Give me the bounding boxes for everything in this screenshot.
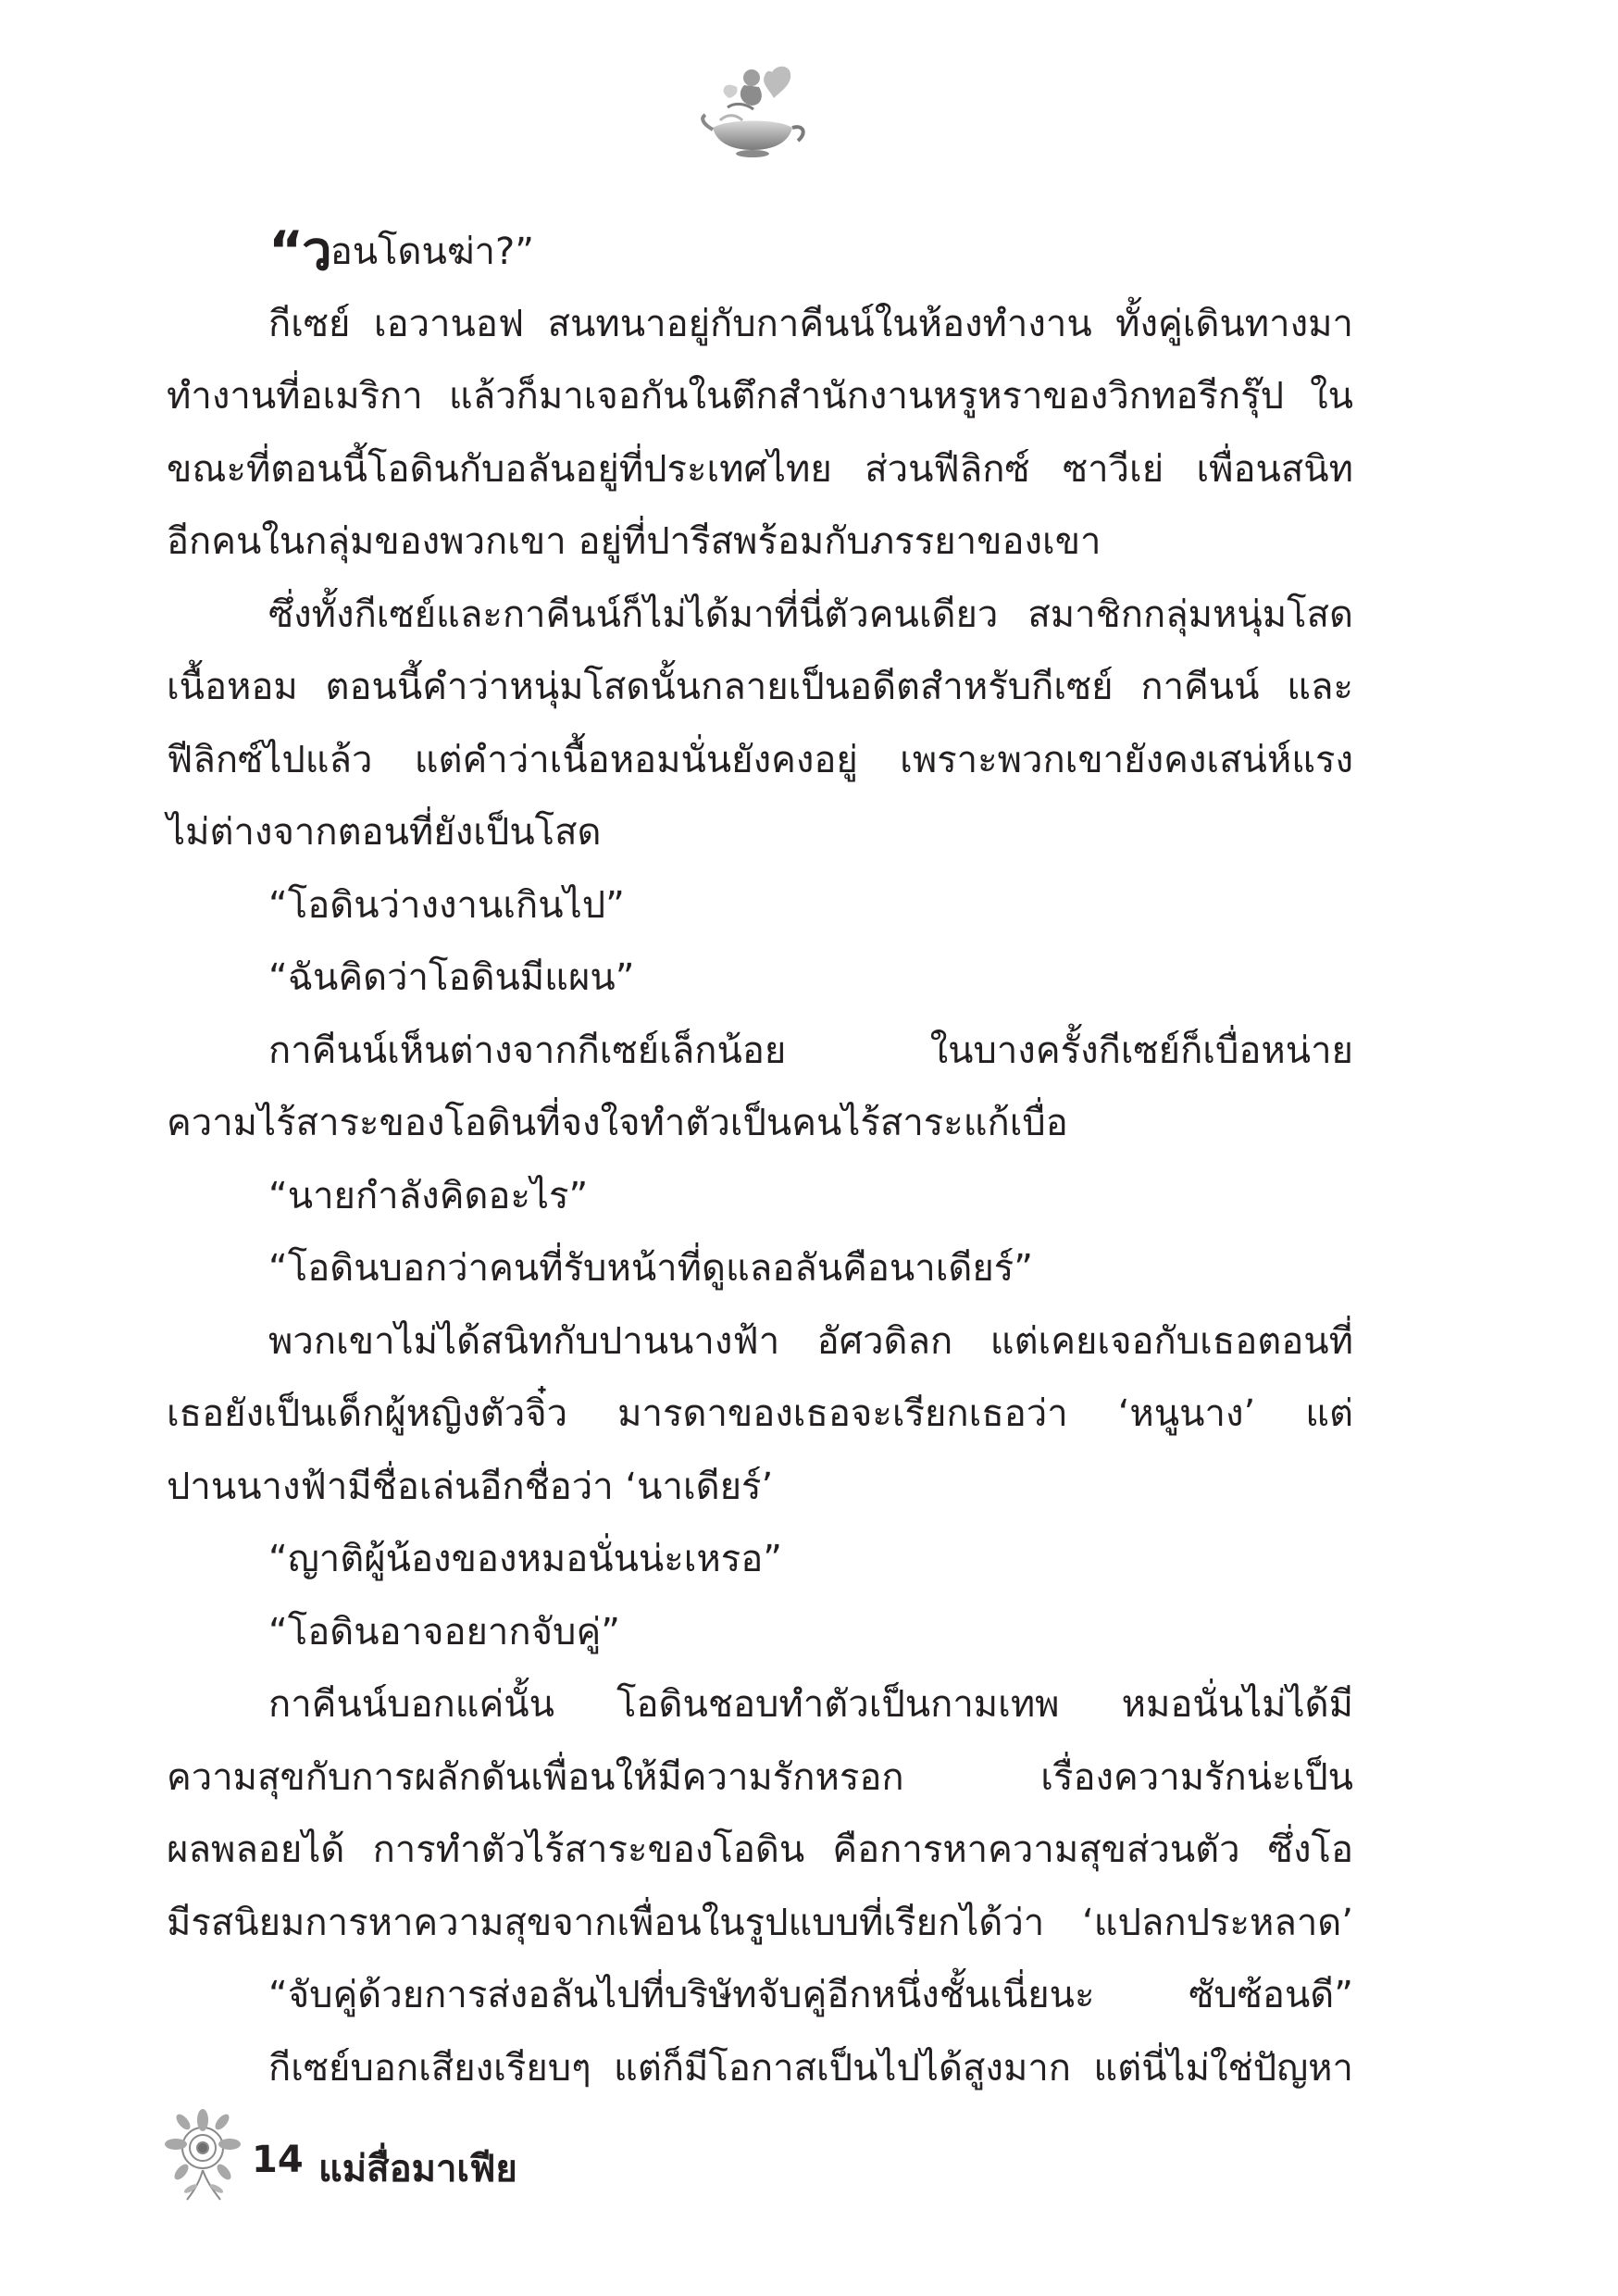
paragraph-line: กาคีนน์บอกแค่นั้น โอดินชอบทำตัวเป็นกามเทพ หมอนั่นไม่ได้มี [268,1683,1353,1726]
paragraph-line: กีเซย์บอกเสียงเรียบๆ แต่ก็มีโอกาสเป็นไปได้สูงมาก แต่นี่ไม่ใช่ปัญหา [268,2046,1353,2090]
dialogue-line: “นายกำลังคิดอะไร” [268,1174,589,1217]
paragraph-line: ฟีลิกซ์ไปแล้ว แต่คำว่าเนื้อหอมนั่นยังคงอยู่ เพราะพวกเขายังคงเสน่ห์แรง [167,738,1353,781]
dialogue-line: “โอดินอาจอยากจับคู่” [268,1610,620,1653]
paragraph-line: ซึ่งทั้งกีเซย์และกาคีนน์ก็ไม่ได้มาที่นี่ตัวคนเดียว สมาชิกกลุ่มหนุ่มโสด [268,593,1353,636]
paragraph-line: ความไร้สาระของโอดินที่จงใจทำตัวเป็นคนไร้สาระแก้เบื่อ [167,1102,1068,1144]
book-title: แม่สื่อมาเฟีย [318,2148,517,2190]
cupid-teapot-icon [700,59,811,161]
paragraph-line: พวกเขาไม่ได้สนิทกับปานนางฟ้า อัศวดิลก แต่เคยเจอกับเธอตอนที่ [268,1319,1353,1363]
paragraph-line: อีกคนในกลุ่มของพวกเขา อยู่ที่ปารีสพร้อมกับภรรยาของเขา [167,520,1101,563]
paragraph-line: เธอยังเป็นเด็กผู้หญิงตัวจิ๋ว มารดาของเธอจะเรียกเธอว่า ‘หนูนาง’ แต่ [167,1392,1353,1435]
page-number: 14 [252,2139,304,2181]
dialogue-line: “จับคู่ด้วยการส่งอลันไปที่บริษัทจับคู่อีกหนึ่งชั้นเนี่ยนะ ซับซ้อนดี” [268,1974,1353,2016]
floral-ornament-icon [163,2103,243,2205]
chapter-body [167,215,1353,2104]
paragraph-line: ทำงานที่อเมริกา แล้วก็มาเจอกันในตึกสำนักงานหรูหราของวิกทอรีกรุ๊ป ใน [167,375,1353,418]
dialogue-line: “ญาติผู้น้องของหมอนั่นน่ะเหรอ” [268,1538,783,1580]
paragraph-line: กีเซย์ เอวานอฟ สนทนาอยู่กับกาคีนน์ในห้องทำงาน ทั้งคู่เดินทางมา [268,302,1353,345]
paragraph-line: ปานนางฟ้ามีชื่อเล่นอีกชื่อว่า ‘นาเดียร์’ [167,1465,774,1508]
dialogue-line: “ฉันคิดว่าโอดินมีแผน” [268,956,635,999]
drop-cap: “ว [268,219,330,282]
paragraph-line: ความสุขกับการผลักดันเพื่อนให้มีความรักหรอก เรื่องความรักน่ะเป็น [167,1755,1353,1799]
dialogue-line: “โอดินบอกว่าคนที่รับหน้าที่ดูแลอลันคือนาเดียร์” [268,1247,1034,1290]
paragraph-line: เนื้อหอม ตอนนี้คำว่าหนุ่มโสดนั้นกลายเป็นอดีตสำหรับกีเซย์ กาคีนน์ และ [167,666,1353,708]
paragraph-line: “วอนโดนฆ่า?” [268,219,534,282]
paragraph-line: มีรสนิยมการหาความสุขจากเพื่อนในรูปแบบที่เรียกได้ว่า ‘แปลกประหลาด’ [167,1901,1353,1944]
dialogue-line: “โอดินว่างงานเกินไป” [268,883,625,927]
paragraph-line: กาคีนน์เห็นต่างจากกีเซย์เล็กน้อย ในบางครั้งกีเซย์ก็เบื่อหน่าย [268,1029,1353,1072]
paragraph-line: ขณะที่ตอนนี้โอดินกับอลันอยู่ที่ประเทศไทย ส่วนฟีลิกซ์ ซาวีเย่ เพื่อนสนิท [167,447,1353,491]
paragraph-line: ผลพลอยได้ การทำตัวไร้สาระของโอดิน คือการหาความสุขส่วนตัว ซึ่งโอ [167,1828,1353,1871]
paragraph-line: ไม่ต่างจากตอนที่ยังเป็นโสด [167,811,602,854]
page-footer [163,2103,718,2205]
